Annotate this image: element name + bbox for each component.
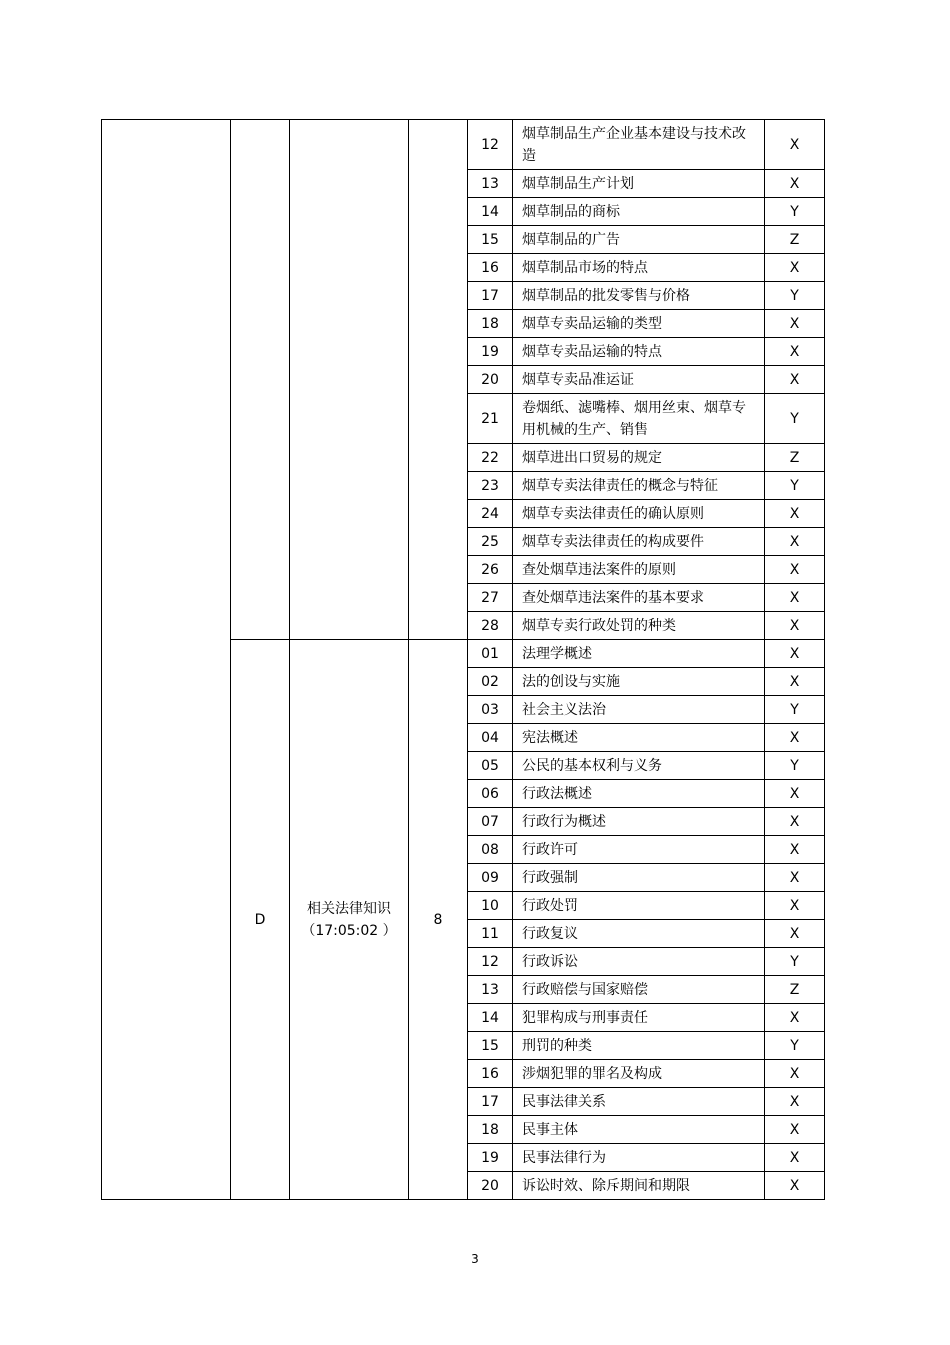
item-number: 20	[468, 1172, 513, 1200]
item-level: Y	[765, 394, 825, 444]
item-number: 14	[468, 1004, 513, 1032]
item-level: Z	[765, 226, 825, 254]
item-text: 烟草制品生产企业基本建设与技术改造	[513, 120, 765, 170]
item-text: 烟草制品生产计划	[513, 170, 765, 198]
section-c-code-cell	[231, 120, 290, 640]
item-level: X	[765, 584, 825, 612]
item-text: 行政诉讼	[513, 948, 765, 976]
item-number: 13	[468, 170, 513, 198]
item-text: 公民的基本权利与义务	[513, 752, 765, 780]
item-level: X	[765, 120, 825, 170]
item-number: 01	[468, 640, 513, 668]
item-level: X	[765, 780, 825, 808]
item-text: 行政法概述	[513, 780, 765, 808]
item-text: 刑罚的种类	[513, 1032, 765, 1060]
item-text: 法理学概述	[513, 640, 765, 668]
item-text: 烟草进出口贸易的规定	[513, 444, 765, 472]
item-level: X	[765, 254, 825, 282]
section-d-weight: 8	[409, 640, 468, 1200]
item-text: 烟草制品的商标	[513, 198, 765, 226]
item-level: Y	[765, 948, 825, 976]
item-text: 烟草制品的批发零售与价格	[513, 282, 765, 310]
section-c-weight-cell	[409, 120, 468, 640]
item-text: 烟草专卖品运输的类型	[513, 310, 765, 338]
item-number: 14	[468, 198, 513, 226]
item-text: 烟草专卖品准运证	[513, 366, 765, 394]
item-number: 21	[468, 394, 513, 444]
item-level: X	[765, 556, 825, 584]
item-number: 18	[468, 1116, 513, 1144]
item-level: X	[765, 892, 825, 920]
item-number: 27	[468, 584, 513, 612]
item-text: 犯罪构成与刑事责任	[513, 1004, 765, 1032]
item-text: 行政处罚	[513, 892, 765, 920]
item-number: 09	[468, 864, 513, 892]
item-text: 行政复议	[513, 920, 765, 948]
item-text: 卷烟纸、滤嘴棒、烟用丝束、烟草专用机械的生产、销售	[513, 394, 765, 444]
item-level: X	[765, 640, 825, 668]
item-number: 26	[468, 556, 513, 584]
item-number: 03	[468, 696, 513, 724]
item-text: 民事法律行为	[513, 1144, 765, 1172]
item-text: 烟草专卖行政处罚的种类	[513, 612, 765, 640]
item-number: 08	[468, 836, 513, 864]
item-level: Y	[765, 696, 825, 724]
section-d-time: （17:05:02 ）	[301, 922, 397, 939]
knowledge-table	[101, 119, 825, 1200]
item-text: 行政赔偿与国家赔偿	[513, 976, 765, 1004]
item-text: 烟草专卖法律责任的概念与特征	[513, 472, 765, 500]
item-level: Y	[765, 198, 825, 226]
item-text: 烟草制品市场的特点	[513, 254, 765, 282]
item-number: 12	[468, 120, 513, 170]
item-level: X	[765, 1088, 825, 1116]
item-number: 25	[468, 528, 513, 556]
item-text: 行政行为概述	[513, 808, 765, 836]
item-number: 15	[468, 226, 513, 254]
section-d-name: 相关法律知识	[307, 900, 391, 917]
item-number: 23	[468, 472, 513, 500]
item-number: 04	[468, 724, 513, 752]
item-level: Y	[765, 472, 825, 500]
table-row	[102, 120, 825, 170]
item-number: 05	[468, 752, 513, 780]
item-level: Z	[765, 976, 825, 1004]
item-level: X	[765, 864, 825, 892]
item-text: 诉讼时效、除斥期间和期限	[513, 1172, 765, 1200]
item-level: X	[765, 366, 825, 394]
item-level: X	[765, 1060, 825, 1088]
item-level: X	[765, 1144, 825, 1172]
item-text: 社会主义法治	[513, 696, 765, 724]
item-number: 16	[468, 1060, 513, 1088]
item-number: 17	[468, 282, 513, 310]
item-level: Z	[765, 444, 825, 472]
item-text: 民事法律关系	[513, 1088, 765, 1116]
item-level: X	[765, 528, 825, 556]
item-number: 24	[468, 500, 513, 528]
item-number: 15	[468, 1032, 513, 1060]
item-text: 烟草专卖品运输的特点	[513, 338, 765, 366]
item-level: X	[765, 500, 825, 528]
item-level: X	[765, 170, 825, 198]
item-number: 20	[468, 366, 513, 394]
section-d-code: D	[231, 640, 290, 1200]
item-text: 行政许可	[513, 836, 765, 864]
item-text: 涉烟犯罪的罪名及构成	[513, 1060, 765, 1088]
item-level: X	[765, 808, 825, 836]
item-number: 07	[468, 808, 513, 836]
item-number: 19	[468, 338, 513, 366]
item-text: 查处烟草违法案件的原则	[513, 556, 765, 584]
item-level: Y	[765, 282, 825, 310]
item-number: 10	[468, 892, 513, 920]
item-level: X	[765, 920, 825, 948]
item-number: 19	[468, 1144, 513, 1172]
item-number: 13	[468, 976, 513, 1004]
item-level: Y	[765, 752, 825, 780]
item-text: 烟草专卖法律责任的构成要件	[513, 528, 765, 556]
item-level: X	[765, 310, 825, 338]
item-number: 22	[468, 444, 513, 472]
item-number: 16	[468, 254, 513, 282]
item-number: 28	[468, 612, 513, 640]
item-level: Y	[765, 1032, 825, 1060]
item-text: 行政强制	[513, 864, 765, 892]
item-text: 法的创设与实施	[513, 668, 765, 696]
item-level: X	[765, 1172, 825, 1200]
item-level: X	[765, 612, 825, 640]
section-c-name-cell	[290, 120, 409, 640]
first-column-cell	[102, 120, 231, 1200]
item-level: X	[765, 836, 825, 864]
page-number: 3	[471, 1252, 479, 1266]
item-number: 17	[468, 1088, 513, 1116]
item-number: 18	[468, 310, 513, 338]
item-level: X	[765, 338, 825, 366]
item-text: 民事主体	[513, 1116, 765, 1144]
item-text: 烟草制品的广告	[513, 226, 765, 254]
item-level: X	[765, 1004, 825, 1032]
item-level: X	[765, 668, 825, 696]
item-number: 11	[468, 920, 513, 948]
item-level: X	[765, 1116, 825, 1144]
item-number: 12	[468, 948, 513, 976]
item-text: 宪法概述	[513, 724, 765, 752]
item-text: 查处烟草违法案件的基本要求	[513, 584, 765, 612]
section-d-name-cell	[290, 640, 409, 1200]
item-text: 烟草专卖法律责任的确认原则	[513, 500, 765, 528]
item-number: 06	[468, 780, 513, 808]
item-number: 02	[468, 668, 513, 696]
item-level: X	[765, 724, 825, 752]
